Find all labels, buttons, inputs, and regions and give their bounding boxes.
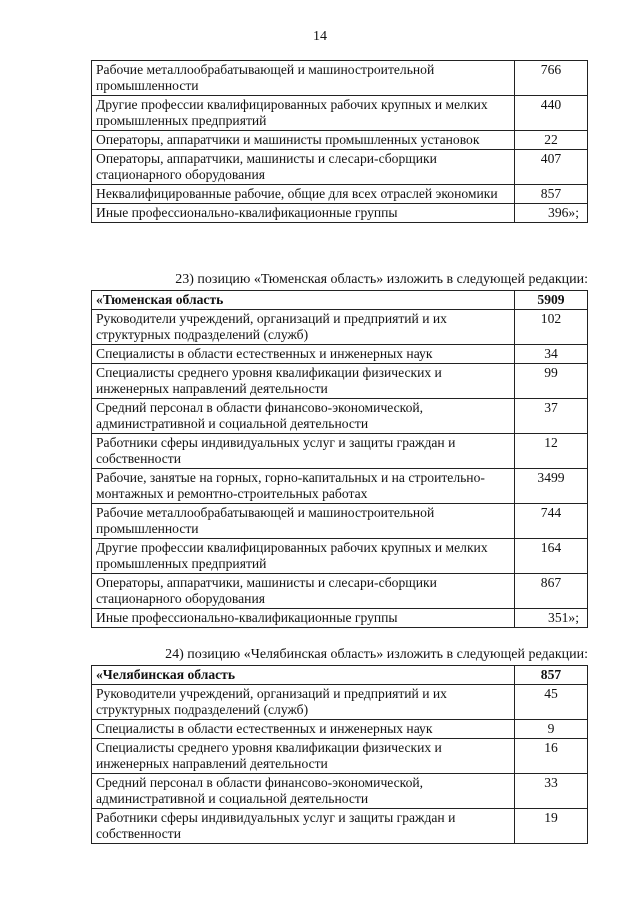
row-label: Специалисты среднего уровня квалификации физических и инженерных направлений деятельности [92,739,515,774]
page-number: 14 [313,29,327,44]
table-row [92,739,588,774]
row-value: 440 [515,96,588,131]
region-name: «Тюменская область [92,291,515,310]
section-24-intro: 24) позицию «Челябинская область» изложить в следующей редакции: [165,647,588,662]
row-label: Средний персонал в области финансово-экономической, административной и социальной деятельности [92,399,515,434]
row-label: Рабочие металлообрабатывающей и машиностроительной промышленности [92,504,515,539]
table-row [92,609,588,628]
row-label: Рабочие металлообрабатывающей и машиностроительной промышленности [92,61,515,96]
table-row [92,720,588,739]
row-value: 16 [515,739,588,774]
row-label: Руководители учреждений, организаций и предприятий и их структурных подразделений (служб) [92,685,515,720]
region-total: 857 [515,666,588,685]
table-row [92,774,588,809]
row-label: Специалисты в области естественных и инженерных наук [92,345,515,364]
table-row [92,574,588,609]
row-label: Специалисты среднего уровня квалификации физических и инженерных направлений деятельности [92,364,515,399]
row-value: 857 [515,185,588,204]
table-row [92,310,588,345]
table-row [92,809,588,844]
row-label: Работники сферы индивидуальных услуг и защиты граждан и собственности [92,434,515,469]
row-label: Операторы, аппаратчики и машинисты промышленных установок [92,131,515,150]
table-row [92,504,588,539]
table-row [92,61,588,96]
row-value: 102 [515,310,588,345]
section-23-intro: 23) позицию «Тюменская область» изложить в следующей редакции: [175,272,588,287]
table-row [92,539,588,574]
row-label: Другие профессии квалифицированных рабочих крупных и мелких промышленных предприятий [92,539,515,574]
table-row [92,345,588,364]
row-value: 351»; [515,609,588,628]
row-value: 9 [515,720,588,739]
table-row [92,469,588,504]
row-value: 99 [515,364,588,399]
table-previous-region [91,60,588,223]
row-value: 396»; [515,204,588,223]
row-value: 744 [515,504,588,539]
row-label: Руководители учреждений, организаций и предприятий и их структурных подразделений (служб) [92,310,515,345]
region-name: «Челябинская область [92,666,515,685]
row-label: Работники сферы индивидуальных услуг и защиты граждан и собственности [92,809,515,844]
table-row [92,204,588,223]
table-row [92,96,588,131]
row-value: 37 [515,399,588,434]
row-value: 164 [515,539,588,574]
row-value: 45 [515,685,588,720]
region-total: 5909 [515,291,588,310]
row-value: 19 [515,809,588,844]
row-label: Иные профессионально-квалификационные группы [92,204,515,223]
row-value: 22 [515,131,588,150]
row-label: Операторы, аппаратчики, машинисты и слесари-сборщики стационарного оборудования [92,150,515,185]
row-value: 3499 [515,469,588,504]
table-chelyabinsk-region [91,665,588,844]
row-label: Операторы, аппаратчики, машинисты и слесари-сборщики стационарного оборудования [92,574,515,609]
row-label: Средний персонал в области финансово-экономической, административной и социальной деятельности [92,774,515,809]
row-label: Рабочие, занятые на горных, горно-капитальных и на строительно-монтажных и ремонтно-строительных работах [92,469,515,504]
table-header-row [92,291,588,310]
table-row [92,434,588,469]
row-label: Неквалифицированные рабочие, общие для всех отраслей экономики [92,185,515,204]
table-row [92,685,588,720]
row-value: 766 [515,61,588,96]
row-label: Специалисты в области естественных и инженерных наук [92,720,515,739]
row-value: 12 [515,434,588,469]
row-value: 33 [515,774,588,809]
table-row [92,185,588,204]
table-row [92,399,588,434]
row-value: 34 [515,345,588,364]
table-row [92,150,588,185]
table-tyumen-region [91,290,588,628]
table-row [92,131,588,150]
row-value: 407 [515,150,588,185]
table-row [92,364,588,399]
row-value: 867 [515,574,588,609]
table-header-row [92,666,588,685]
row-label: Иные профессионально-квалификационные группы [92,609,515,628]
row-label: Другие профессии квалифицированных рабочих крупных и мелких промышленных предприятий [92,96,515,131]
